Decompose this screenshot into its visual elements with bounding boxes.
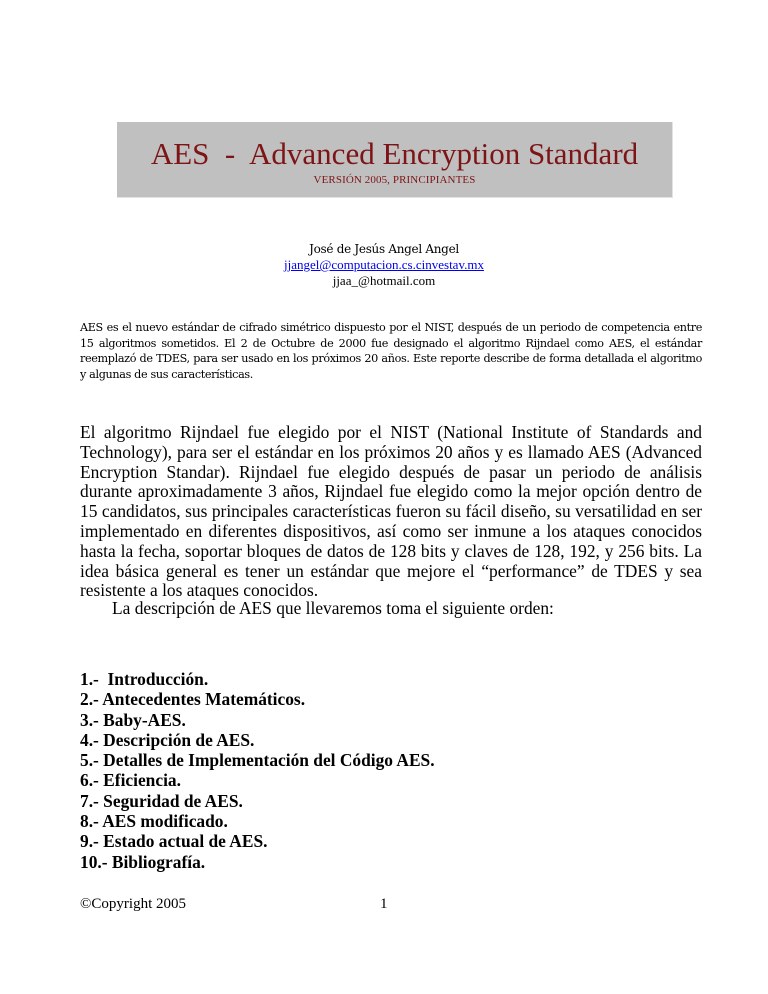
title-banner [117, 122, 673, 198]
abstract-paragraph: AES es el nuevo estándar de cifrado simétrico dispuesto por el NIST, después de un periodo de competencia entre 15 algoritmos sometidos. El 2 de Octubre de 2000 fue designado el algoritmo Rijndael como AES, el estándar reemplazó de TDES, para ser usado en los próximos 20 años. Este reporte describe de forma detallada el algoritmo y algunas de sus características. [80, 321, 702, 381]
order-intro-text: La descripción de AES que llevaremos toma el siguiente orden: [112, 598, 554, 618]
author-block [0, 241, 768, 289]
page-number: 1 [380, 896, 388, 912]
document-subtitle: VERSIÓN 2005, PRINCIPIANTES [313, 174, 476, 186]
author-name: José de Jesús Angel Angel [309, 242, 459, 256]
toc-item-eficiencia: 6.- Eficiencia. [80, 770, 181, 791]
author-email-link[interactable]: jjangel@computacion.cs.cinvestav.mx [284, 257, 484, 272]
toc-item-antecedentes: 2.- Antecedentes Matemáticos. [80, 689, 306, 710]
toc-item-aes-modificado: 8.- AES modificado. [80, 811, 228, 832]
document-title: AES - Advanced Encryption Standard [150, 136, 639, 171]
toc-item-descripcion: 4.- Descripción de AES. [80, 729, 255, 750]
toc-item-seguridad: 7.- Seguridad de AES. [80, 790, 243, 811]
author-email-secondary: jjaa_@hotmail.com [332, 273, 436, 288]
toc-item-estado-actual: 9.- Estado actual de AES. [80, 831, 268, 852]
toc-item-introduccion: 1.- Introducción. [80, 669, 209, 689]
toc-item-baby-aes: 3.- Baby-AES. [80, 709, 186, 730]
toc-item-bibliografia: 10.- Bibliografía. [80, 851, 206, 872]
footer-copyright: ©Copyright 2005 [80, 896, 186, 912]
intro-paragraph: El algoritmo Rijndael fue elegido por el NIST (National Institute of Standards and Technology), para ser el estándar en los próximos 20 años y es llamado AES (Advanced Encryption Standar). Rijndael fue elegido después de pasar un periodo de análisis durante aproximadamente 3 años, Rijndael fue elegido como la mejor opción dentro de 15 candidatos, sus principales características fueron su fácil diseño, su versatilidad en ser implementado en diferentes dispositivos, así como ser inmune a los ataques conocidos hasta la fecha, soportar bloques de datos de 128 bits y claves de 128, 192, y 256 bits. La idea básica general es tener un estándar que mejore el “performance” de TDES y sea resistente a los ataques conocidos. [80, 422, 702, 601]
table-of-contents [80, 669, 435, 872]
toc-item-implementacion: 5.- Detalles de Implementación del Código AES. [80, 750, 435, 771]
